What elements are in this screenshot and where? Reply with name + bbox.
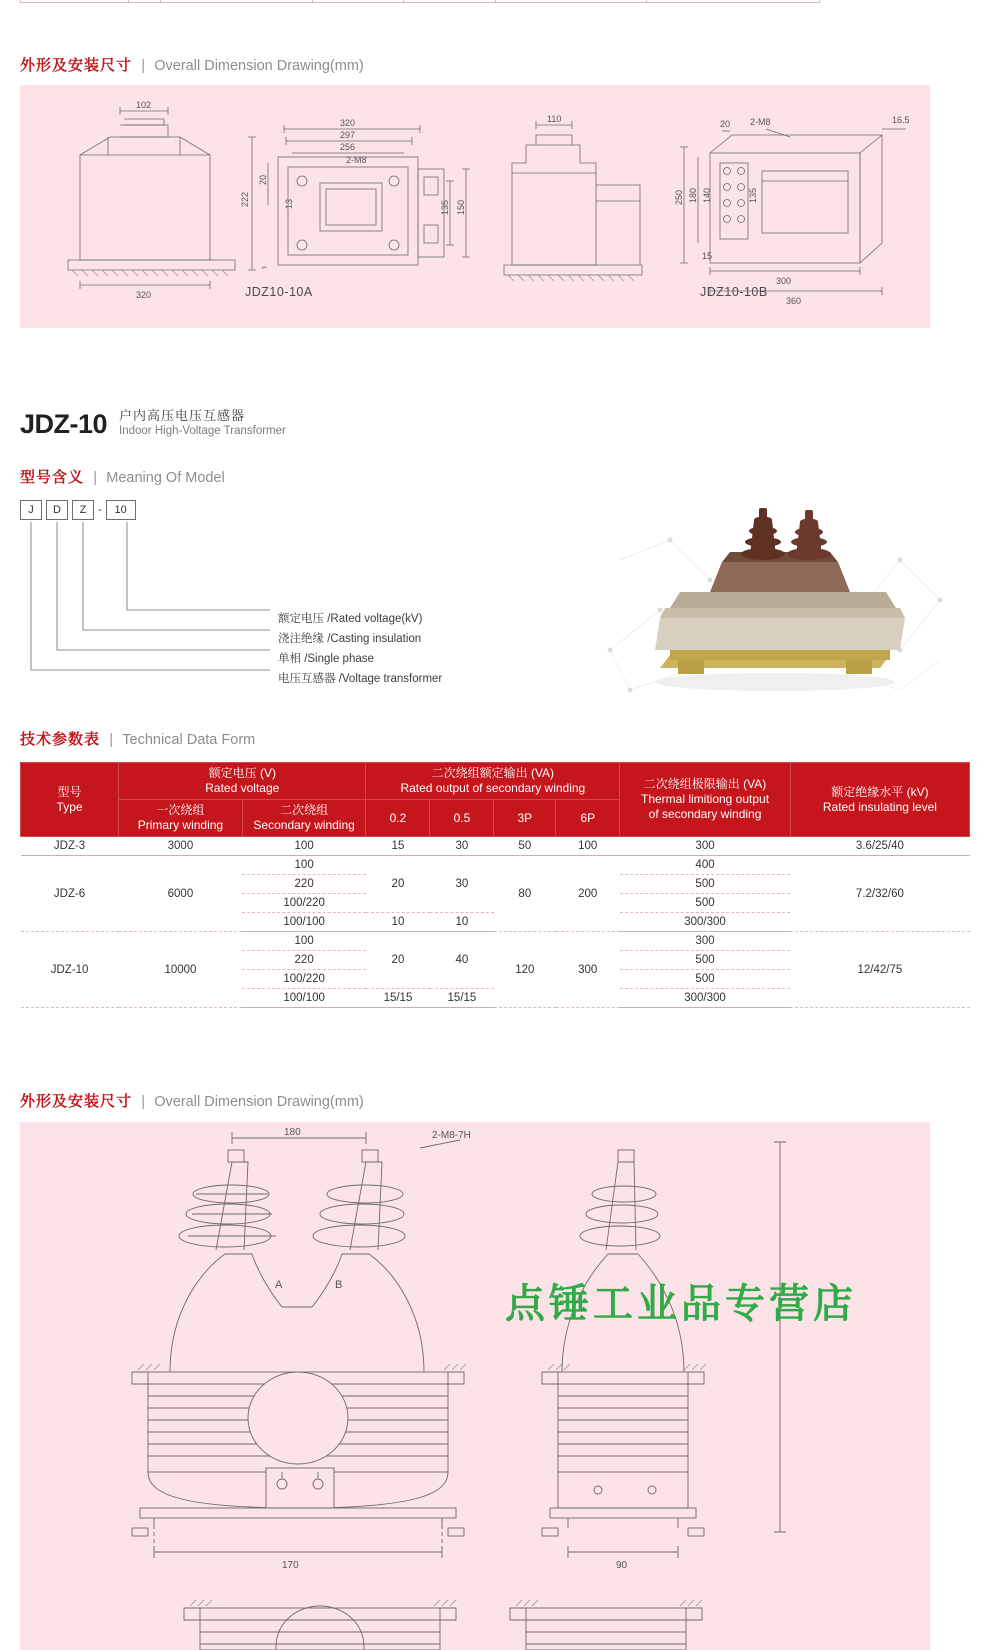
th-class-6p: 6P [556,800,620,837]
cell-insulating: 3.6/25/40 [790,837,969,856]
svg-text:20: 20 [258,174,268,185]
cell-secondary: 100/220 [242,970,366,989]
cell-02: 20 [366,856,430,913]
table-fragment [20,0,820,3]
section-heading-model-meaning [0,470,225,486]
dimension-drawing-svg-1 [20,85,930,328]
th-insulating-level: 额定绝缘水平 (kV) Rated insulating level [790,763,969,837]
cell-thermal: 300 [620,932,791,951]
cell-secondary: 220 [242,875,366,894]
cell-secondary: 100/100 [242,989,366,1008]
cell-02: 10 [366,913,430,932]
model-box-z: Z [72,500,94,520]
th-class-02: 0.2 [366,800,430,837]
cell-3p: 80 [494,856,556,932]
model-legend-casting-insulation: 浇注绝缘 /Casting insulation [278,633,422,645]
model-legend-single-phase: 单相 /Single phase [278,653,374,665]
cell-type: JDZ-10 [21,932,119,1008]
heading-en: Overall Dimension Drawing(mm) [154,1094,364,1110]
table-row [21,856,970,875]
cell-6p: 200 [556,856,620,932]
cell-3p: 50 [494,837,556,856]
previous-table-clipped [0,0,990,22]
svg-text:360: 360 [786,296,802,306]
heading-separator: | [109,731,114,748]
svg-text:2-M8: 2-M8 [750,117,771,127]
svg-text:110: 110 [547,114,562,124]
dimension-drawing-panel-2 [20,1122,930,1650]
cell-thermal: 500 [620,894,791,913]
cell-02: 15 [366,837,430,856]
product-photo-svg [600,500,950,710]
table-row [21,0,820,3]
cell-insulating: 7.2/32/60 [790,856,969,932]
table-row [21,837,970,856]
cell-05 [404,0,496,3]
dimension-drawing-panel-1 [20,85,930,328]
svg-text:297: 297 [340,130,356,140]
model-code-boxes [20,500,540,520]
cell-secondary: 220 [242,951,366,970]
th-rated-output: 二次绕组额定输出 (VA) Rated output of secondary winding [366,763,620,800]
table-row [21,932,970,951]
cell-thermal: 300/300 [620,913,791,932]
header-row-1 [21,763,970,800]
cell-thermal: 500 [620,970,791,989]
cell-thermal: 300 [620,837,791,856]
svg-text:256: 256 [340,142,356,152]
cell-02 [312,0,404,3]
product-photo [600,500,950,710]
heading-separator: | [93,469,98,486]
svg-text:A: A [275,1279,283,1291]
model-leader-lines [20,522,540,692]
drawing-label-a: JDZ10-10A [245,285,313,299]
heading-cn: 技术参数表 [20,731,101,748]
drawing-label-b: JDZ10-10B [700,285,768,299]
th-class-05: 0.5 [430,800,494,837]
heading-separator: | [141,1093,146,1110]
cell-primary: 3000 [119,837,243,856]
cell-primary: 6000 [119,856,243,932]
cell-05: 30 [430,837,494,856]
table-head [21,763,970,837]
cell-type: JDZ-3 [21,837,119,856]
svg-text:13: 13 [284,198,294,209]
cell-secondary: 100 [242,837,366,856]
th-rated-voltage: 额定电压 (V) Rated voltage [119,763,366,800]
cell-thermal: 400 [620,856,791,875]
heading-separator: | [141,57,146,74]
cell-3p: 120 [494,932,556,1008]
th-class-3p: 3P [494,800,556,837]
product-name-en: Indoor High-Voltage Transformer [119,425,286,437]
svg-text:135: 135 [440,199,450,215]
model-meaning-diagram [20,500,540,690]
cell-thermal: 300/300 [620,989,791,1008]
heading-cn: 外形及安装尺寸 [20,57,133,74]
cell-05: 30 [430,856,494,913]
svg-text:135: 135 [748,187,758,203]
cell-05: 40 [430,932,494,989]
svg-text:170: 170 [282,1560,299,1571]
section-heading-dimension-1 [0,58,364,74]
svg-text:102: 102 [136,100,152,110]
svg-text:16.5: 16.5 [892,115,910,125]
svg-text:90: 90 [616,1560,628,1571]
cell-6p: 300 [556,932,620,1008]
cell-secondary: 100/100 [242,913,366,932]
model-box-10: 10 [106,500,136,520]
cell-05: 15/15 [430,989,494,1008]
cell-6p: 100 [556,837,620,856]
svg-text:⌐: ⌐ [262,262,268,272]
table-body [21,837,970,1008]
model-legend-rated-voltage: 额定电压 /Rated voltage(kV) [278,613,423,625]
th-primary-winding: 一次绕组 Primary winding [119,800,243,837]
model-dash: - [98,504,102,516]
cell-thermal [496,0,647,3]
heading-cn: 型号含义 [20,469,85,486]
svg-text:140: 140 [702,187,712,203]
cell-secondary: 100/220 [242,894,366,913]
svg-text:250: 250 [674,189,684,205]
svg-text:150: 150 [456,199,466,215]
cell-thermal: 500 [620,875,791,894]
svg-text:180: 180 [688,187,698,203]
product-name-cn: 户内高压电压互感器 [119,408,246,423]
heading-cn: 外形及安装尺寸 [20,1093,133,1110]
svg-text:222: 222 [240,191,250,207]
section-heading-technical-data [0,732,255,748]
product-title [20,405,286,440]
cell-02: 20 [366,932,430,989]
svg-text:320: 320 [340,118,356,128]
model-box-d: D [46,500,68,520]
th-type: 型号 Type [21,763,119,837]
svg-text:2-M8-7H: 2-M8-7H [432,1130,471,1141]
svg-text:300: 300 [776,276,792,286]
th-secondary-winding: 二次绕组 Secondary winding [242,800,366,837]
model-legend-voltage-transformer: 电压互感器 /Voltage transformer [278,673,443,685]
svg-text:B: B [335,1279,343,1291]
model-box-j: J [20,500,42,520]
svg-text:15: 15 [702,251,713,261]
cell-secondary [161,0,312,3]
cell-secondary: 100 [242,932,366,951]
cell-type: JDZ-6 [21,856,119,932]
product-model: JDZ-10 [20,409,108,439]
cell-thermal: 500 [620,951,791,970]
svg-text:2-M8: 2-M8 [346,155,367,165]
cell-insulating: 12/42/75 [790,932,969,1008]
cell-primary: 10000 [119,932,243,1008]
watermark-text: 点锤工业品专营店 [505,1282,857,1326]
th-thermal-output: 二次绕组极限输出 (VA) Thermal limitiong output of secondary winding [620,763,791,837]
svg-text:180: 180 [284,1127,301,1138]
heading-en: Technical Data Form [122,732,256,748]
svg-text:320: 320 [136,290,152,300]
heading-en: Meaning Of Model [106,470,225,486]
section-heading-dimension-2 [0,1094,364,1110]
cell-secondary: 100 [242,856,366,875]
heading-en: Overall Dimension Drawing(mm) [154,58,364,74]
cell-05: 10 [430,913,494,932]
svg-text:20: 20 [720,119,731,129]
technical-data-table [20,762,970,1008]
cell-02: 15/15 [366,989,430,1008]
dimension-drawing-svg-2 [20,1122,930,1650]
